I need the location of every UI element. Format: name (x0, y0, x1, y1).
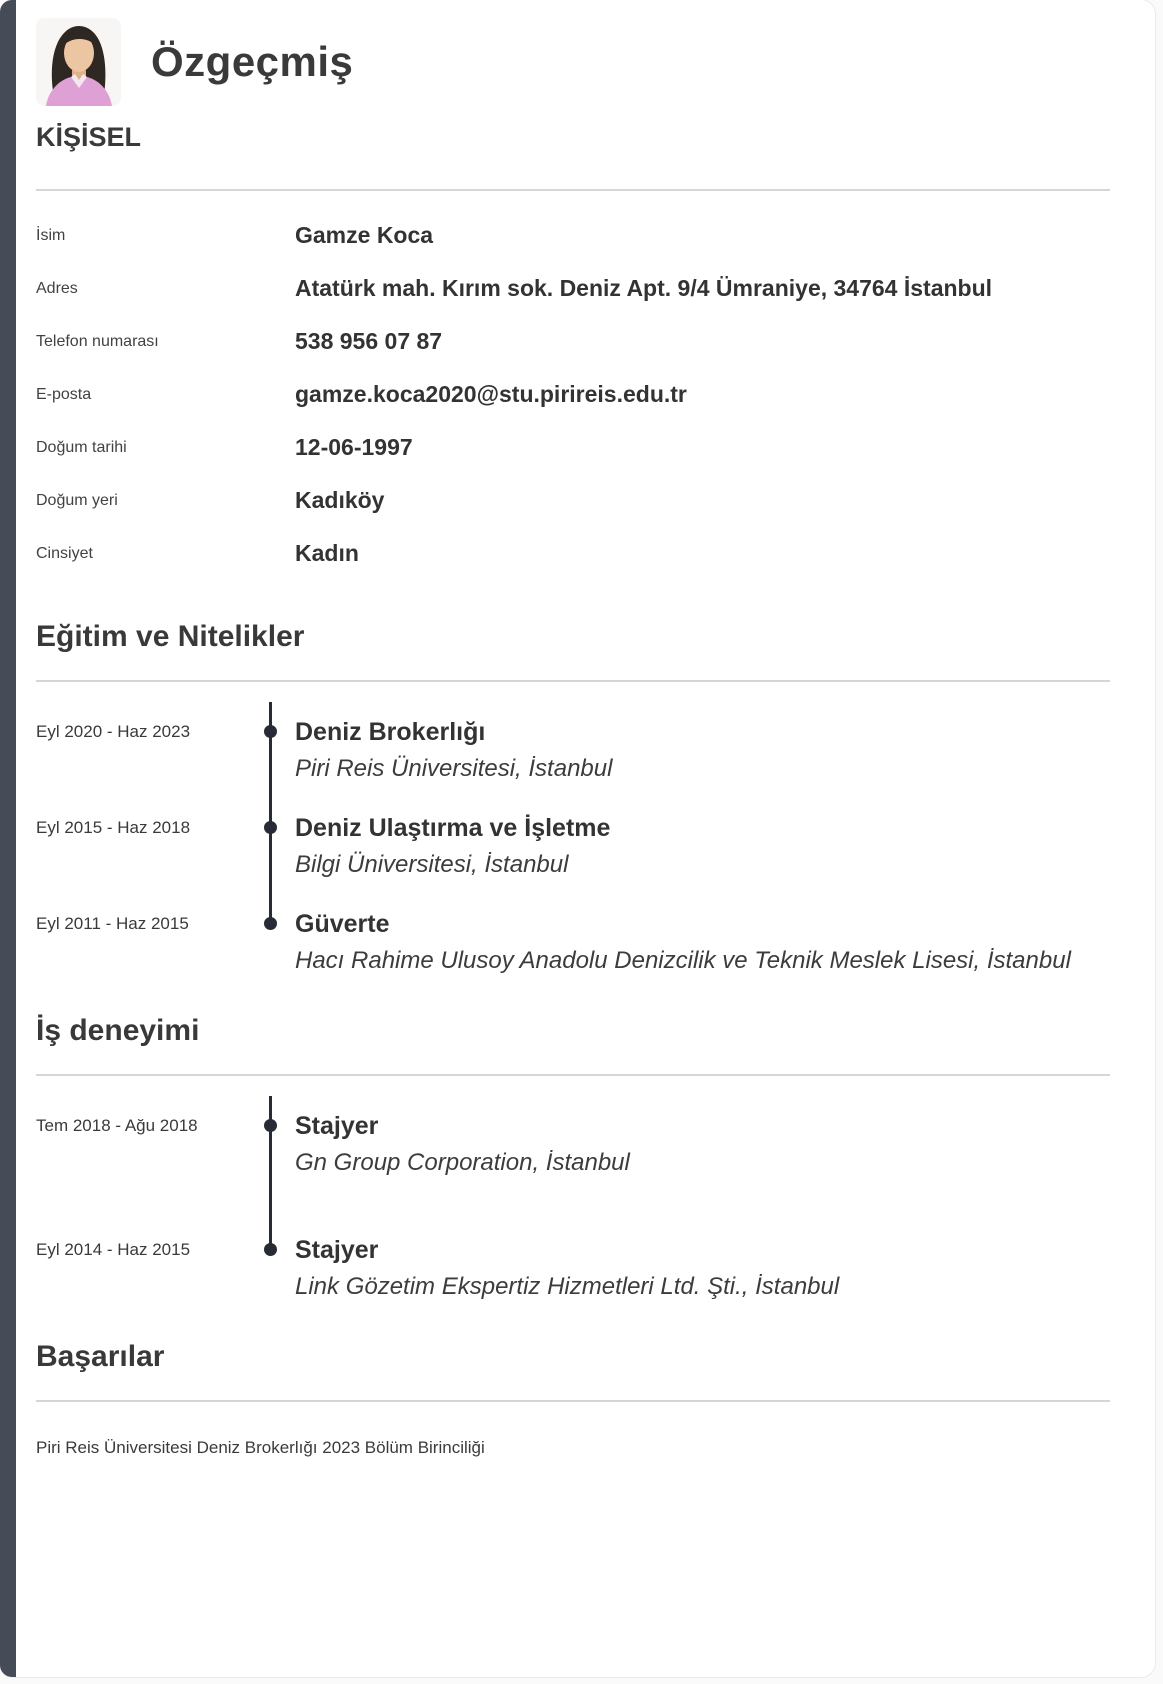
timeline-rail (258, 812, 282, 880)
education-entry (36, 716, 1110, 784)
experience-entries (36, 1110, 1110, 1302)
field-label: E-posta (36, 386, 92, 403)
cv-content (36, 0, 1110, 1459)
entry-title: Stajyer (295, 1112, 379, 1140)
field-row-gender (36, 537, 1110, 570)
achievements-heading: Başarılar (36, 1340, 165, 1373)
entry-title: Deniz Brokerlığı (295, 718, 486, 746)
field-label: Adres (36, 280, 78, 297)
field-value: Kadıköy (295, 487, 385, 513)
left-edge-strip (0, 0, 16, 1677)
entry-period: Eyl 2020 - Haz 2023 (36, 722, 191, 741)
field-value: Gamze Koca (295, 222, 434, 248)
timeline-rail (258, 1234, 282, 1302)
experience-heading: İş deneyimi (36, 1014, 200, 1047)
field-value: 538 956 07 87 (295, 328, 443, 354)
cv-header (36, 0, 1110, 106)
section-divider (36, 1074, 1110, 1076)
section-divider (36, 1400, 1110, 1402)
experience-entry (36, 1110, 1110, 1178)
field-label: Doğum yeri (36, 492, 118, 509)
field-value: Atatürk mah. Kırım sok. Deniz Apt. 9/4 Ümraniye, 34764 İstanbul (295, 275, 993, 301)
entry-institution: Hacı Rahime Ulusoy Anadolu Denizcilik ve Teknik Meslek Lisesi, İstanbul (295, 947, 1071, 974)
field-value: gamze.koca2020@stu.pirireis.edu.tr (295, 381, 687, 407)
entry-title: Güverte (295, 910, 390, 938)
field-value: Kadın (295, 540, 359, 566)
personal-fields (36, 219, 1110, 570)
field-row-birthdate (36, 431, 1110, 464)
field-label: Cinsiyet (36, 545, 93, 562)
education-entries (36, 716, 1110, 976)
entry-body (282, 1110, 1110, 1178)
timeline-rail (258, 716, 282, 784)
entry-institution: Piri Reis Üniversitesi, İstanbul (295, 755, 613, 782)
entry-period: Eyl 2011 - Haz 2015 (36, 914, 189, 933)
field-row-birthplace (36, 484, 1110, 517)
entry-body (282, 1234, 1110, 1302)
entry-title: Stajyer (295, 1236, 379, 1264)
entry-period: Tem 2018 - Ağu 2018 (36, 1116, 198, 1135)
field-row-address (36, 272, 1110, 305)
field-row-email (36, 378, 1110, 411)
education-entry (36, 908, 1110, 976)
field-value: 12-06-1997 (295, 434, 413, 460)
section-personal (36, 122, 1110, 570)
experience-entry (36, 1234, 1110, 1302)
entry-institution: Bilgi Üniversitesi, İstanbul (295, 851, 569, 878)
field-row-name (36, 219, 1110, 252)
section-divider (36, 680, 1110, 682)
field-label: Doğum tarihi (36, 439, 127, 456)
timeline-rail (258, 908, 282, 976)
portrait-photo (36, 18, 121, 106)
achievement-item: Piri Reis Üniversitesi Deniz Brokerlığı 2023 Bölüm Birinciliği (36, 1438, 485, 1457)
field-label: Telefon numarası (36, 333, 159, 350)
entry-body (282, 908, 1110, 976)
entry-period: Eyl 2014 - Haz 2015 (36, 1240, 191, 1259)
entry-institution: Link Gözetim Ekspertiz Hizmetleri Ltd. Şti., İstanbul (295, 1273, 840, 1300)
section-education (36, 620, 1110, 976)
entry-body (282, 812, 1110, 880)
section-achievements (36, 1340, 1110, 1459)
page-title: Özgeçmiş (151, 38, 354, 85)
section-experience (36, 1014, 1110, 1302)
personal-heading: KİŞİSEL (36, 122, 142, 152)
section-divider (36, 189, 1110, 191)
education-entry (36, 812, 1110, 880)
field-label: İsim (36, 227, 66, 244)
portrait-photo-illustration (36, 18, 121, 106)
entry-institution: Gn Group Corporation, İstanbul (295, 1149, 630, 1176)
entry-title: Deniz Ulaştırma ve İşletme (295, 814, 611, 842)
entry-period: Eyl 2015 - Haz 2018 (36, 818, 191, 837)
timeline-rail (258, 1110, 282, 1178)
field-row-phone (36, 325, 1110, 358)
entry-body (282, 716, 1110, 784)
education-heading: Eğitim ve Nitelikler (36, 620, 305, 653)
